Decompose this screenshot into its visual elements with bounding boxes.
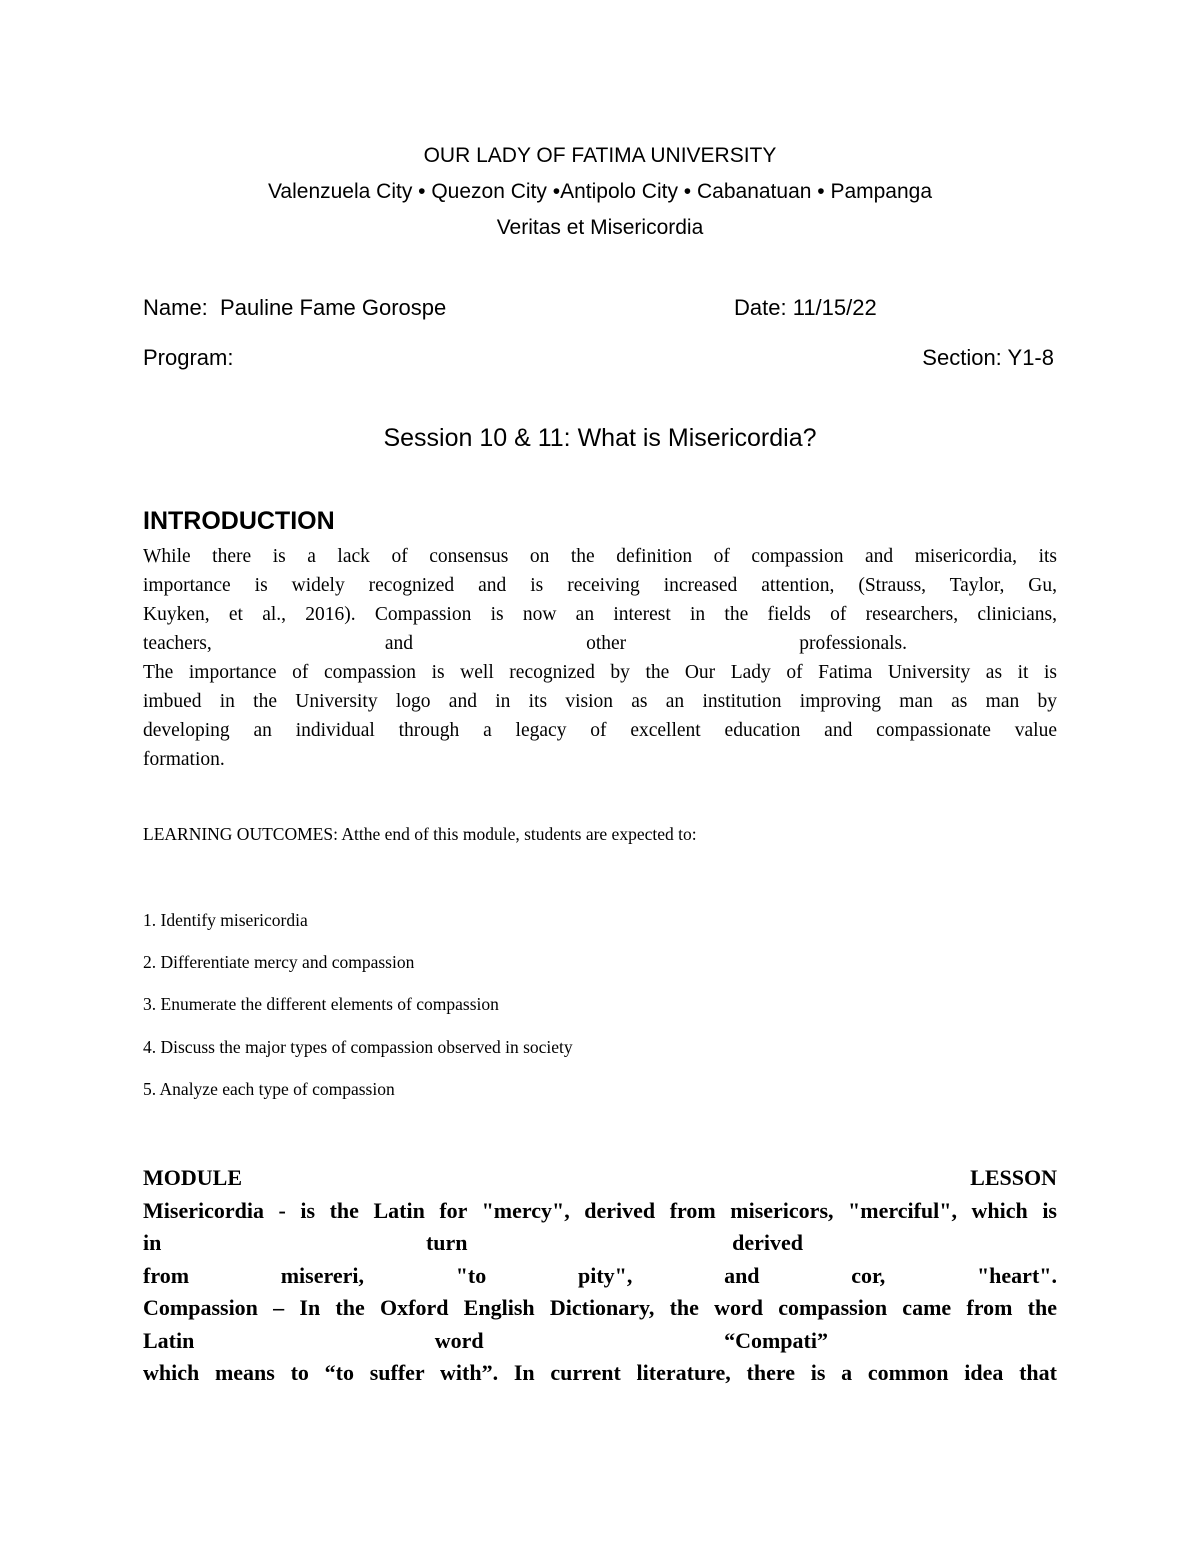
intro-line-spread: teachers, and other professionals. [143,633,907,654]
intro-line: While there is a lack of consensus on the definition of compassion and misericordia, its [143,546,1057,567]
date-row [734,295,877,321]
lesson-heading: LESSON [970,1165,1057,1190]
section-value: Y1-8 [1007,345,1054,370]
name-row [143,295,446,321]
name-label: Name: [143,295,208,320]
outcome-item: 1. Identify misericordia [143,910,308,930]
introduction-heading: INTRODUCTION [143,507,335,535]
lesson-line-spread: in turn derived [143,1230,803,1255]
intro-line: Kuyken, et al., 2016). Compassion is now an interest in the fields of researchers, clinicians, [143,604,1057,625]
intro-line: The importance of compassion is well recognized by the Our Lady of Fatima University as it is [143,662,1057,683]
module-lesson-section [143,1162,1057,1390]
outcome-item: 5. Analyze each type of compassion [143,1079,395,1099]
date-label: Date: [734,295,787,320]
intro-line: developing an individual through a legacy of excellent education and compassionate value [143,720,1057,741]
lesson-line-spread: Latin word “Compati” [143,1327,828,1353]
outcome-item: 3. Enumerate the different elements of compassion [143,994,499,1014]
lesson-line-spread: from misereri, "to pity", and cor, "heart". [143,1262,1057,1288]
program-label: Program: [143,345,234,370]
name-value: Pauline Fame Gorospe [220,295,447,320]
learning-outcomes-intro: LEARNING OUTCOMES: Atthe end of this module, students are expected to: [143,824,697,844]
section-label: Section: [922,345,1002,370]
section-row [922,345,1054,371]
intro-line: importance is widely recognized and is receiving increased attention, (Strauss, Taylor, Gu, [143,575,1057,596]
date-value: 11/15/22 [792,295,877,320]
outcome-item: 2. Differentiate mercy and compassion [143,952,415,972]
lesson-line: Misericordia - is the Latin for "mercy", derived from misericors, "merciful", which is [143,1197,1057,1223]
university-name: OUR LADY OF FATIMA UNIVERSITY [423,144,777,167]
intro-line: imbued in the University logo and in its vision as an institution improving man as man by [143,691,1057,712]
lesson-line: which means to “to suffer with”. In current literature, there is a common idea that [143,1360,1057,1385]
introduction-paragraph [143,542,1057,774]
intro-line: formation. [143,749,225,770]
session-title: Session 10 & 11: What is Misericordia? [383,424,817,452]
module-heading: MODULE [143,1165,242,1190]
lesson-line: Compassion – In the Oxford English Dictionary, the word compassion came from the [143,1295,1057,1320]
university-motto: Veritas et Misericordia [496,216,704,239]
outcome-item: 4. Discuss the major types of compassion observed in society [143,1037,573,1057]
module-lesson-heading [143,1162,1057,1195]
campus-list: Valenzuela City • Quezon City •Antipolo City • Cabanatuan • Pampanga [267,180,933,203]
